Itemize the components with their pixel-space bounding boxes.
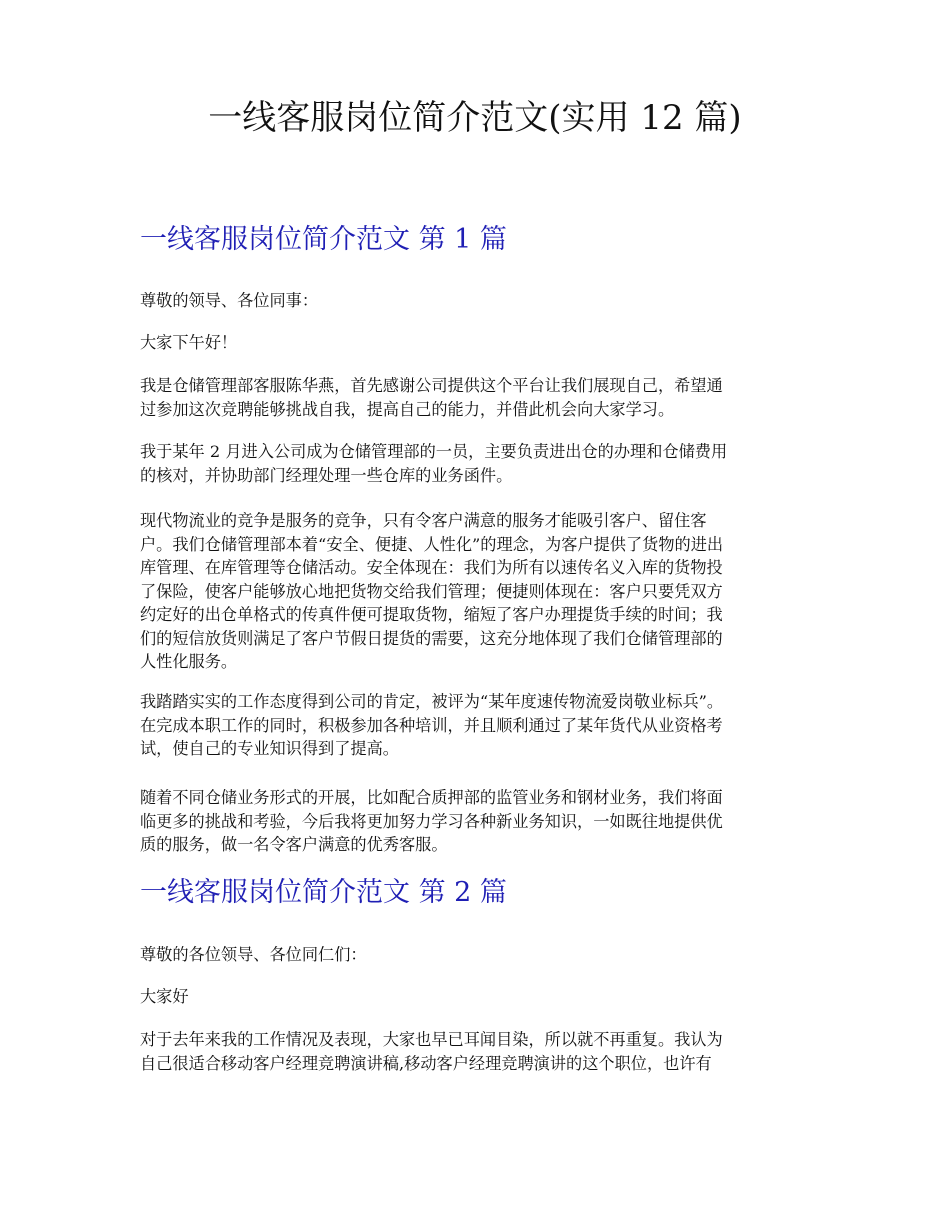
paragraph-line: 约定好的出仓单格式的传真件便可提取货物，缩短了客户办理提货手续的时间；我 xyxy=(140,605,723,624)
paragraph xyxy=(140,786,818,857)
paragraph xyxy=(140,331,818,355)
paragraph-line: 现代物流业的竞争是服务的竞争，只有令客户满意的服务才能吸引客户、留住客 xyxy=(140,511,707,530)
document-title: 一线客服岗位简介范文(实用 12 篇) xyxy=(208,98,742,138)
paragraph xyxy=(140,943,818,967)
paragraph-line: 随着不同仓储业务形式的开展，比如配合质押部的监管业务和钢材业务，我们将面 xyxy=(140,788,723,807)
paragraph-line: 人性化服务。 xyxy=(140,652,238,671)
paragraph xyxy=(140,509,818,674)
paragraph xyxy=(140,985,818,1009)
paragraph-line: 在完成本职工作的同时，积极参加各种培训，并且顺利通过了某年货代从业资格考 xyxy=(140,715,723,735)
paragraph xyxy=(140,440,818,487)
paragraph-line: 户。我们仓储管理部本着“安全、便捷、人性化”的理念，为客户提供了货物的进出 xyxy=(140,534,724,554)
paragraph-line: 们的短信放货则满足了客户节假日提货的需要，这充分地体现了我们仓储管理部的 xyxy=(140,628,723,648)
paragraph-line: 对于去年来我的工作情况及表现，大家也早已耳闻目染，所以就不再重复。我认为 xyxy=(140,1030,723,1049)
paragraph-line: 临更多的挑战和考验，今后我将更加努力学习各种新业务知识，一如既往地提供优 xyxy=(140,811,723,831)
paragraph xyxy=(140,374,818,421)
paragraph-line: 大家好 xyxy=(140,987,189,1006)
paragraph xyxy=(140,690,818,761)
paragraph xyxy=(140,289,818,313)
paragraph-line: 我踏踏实实的工作态度得到公司的肯定，被评为“某年度速传物流爱岗敬业标兵”。 xyxy=(140,692,724,711)
paragraph-line: 库管理、在库管理等仓储活动。安全体现在：我们为所有以速传名义入库的货物投 xyxy=(140,558,723,577)
paragraph-line: 尊敬的各位领导、各位同仁们： xyxy=(140,945,367,964)
paragraph-line: 的核对，并协助部门经理处理一些仓库的业务函件。 xyxy=(140,465,513,485)
paragraph-line: 质的服务，做一名令客户满意的优秀客服。 xyxy=(140,835,448,854)
paragraph-line: 我于某年 2 月进入公司成为仓储管理部的一员，主要负责进出仓的办理和仓储费用 xyxy=(140,442,728,461)
paragraph-line: 试，使自己的专业知识得到了提高。 xyxy=(140,739,399,758)
section-heading-1: 一线客服岗位简介范文 第 1 篇 xyxy=(140,224,507,255)
paragraph-line: 大家下午好！ xyxy=(140,333,238,352)
paragraph-line: 过参加这次竞聘能够挑战自我，提高自己的能力，并借此机会向大家学习。 xyxy=(140,399,675,419)
paragraph-line: 我是仓储管理部客服陈华燕，首先感谢公司提供这个平台让我们展现自己，希望通 xyxy=(140,376,723,395)
paragraph-line: 尊敬的领导、各位同事： xyxy=(140,291,319,310)
paragraph-line: 了保险，使客户能够放心地把货物交给我们管理；便捷则体现在：客户只要凭双方 xyxy=(140,581,723,601)
section-heading-2: 一线客服岗位简介范文 第 2 篇 xyxy=(140,877,507,908)
paragraph xyxy=(140,1028,818,1075)
paragraph-line: 自己很适合移动客户经理竞聘演讲稿,移动客户经理竞聘演讲的这个职位，也许有 xyxy=(140,1053,712,1073)
